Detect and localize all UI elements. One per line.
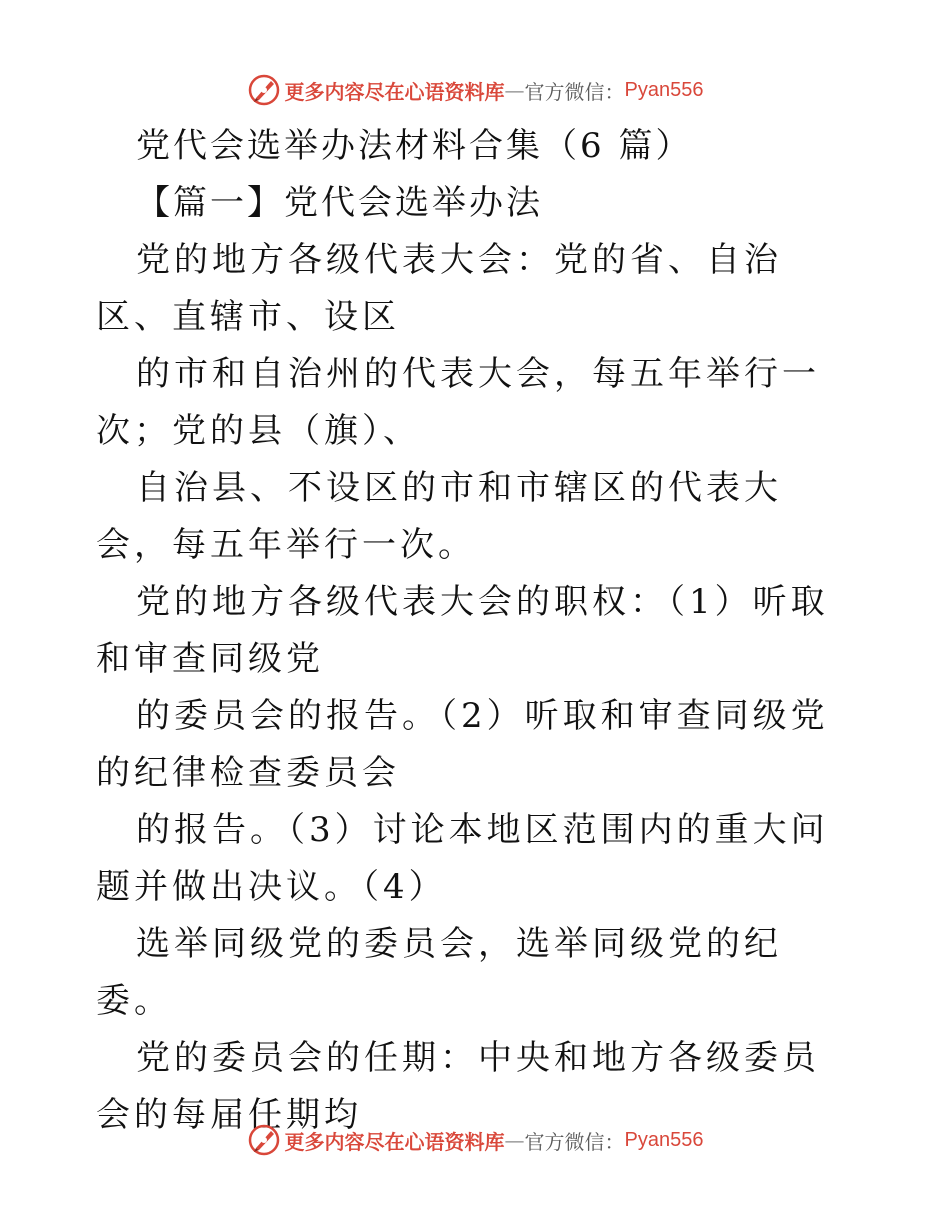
footer-banner	[0, 1120, 950, 1160]
paragraph: 的委员会的报告。（2）听取和审查同级党的纪律检查委员会	[96, 696, 829, 793]
paragraph: 的市和自治州的代表大会，每五年举行一次；党的县（旗）、	[96, 354, 820, 451]
header-banner	[0, 70, 950, 110]
paragraph: 党的地方各级代表大会的职权：（1）听取和审查同级党	[96, 582, 829, 679]
quill-pen-logo-icon	[247, 73, 281, 107]
banner-dash: —	[504, 78, 525, 102]
paragraph: 选举同级党的委员会，选举同级党的纪委。	[96, 924, 782, 1021]
banner-dash: —	[504, 1128, 525, 1152]
paragraph: 的报告。（3）讨论本地区范围内的重大问题并做出决议。（4）	[96, 810, 829, 907]
paragraph: 党的委员会的任期：中央和地方各级委员会的每届任期均	[96, 1038, 820, 1135]
document-body	[96, 118, 856, 1144]
paragraph: 自治县、不设区的市和市辖区的代表大会，每五年举行一次。	[96, 468, 782, 565]
banner-wechat-label: 官方微信：	[524, 79, 625, 104]
section-heading: 【篇一】党代会选举办法	[136, 183, 543, 223]
banner-promo-text: 更多内容尽在心语资料库	[284, 1129, 505, 1154]
banner-promo-text: 更多内容尽在心语资料库	[284, 79, 505, 104]
banner-wechat-id: Pyan556	[624, 1128, 704, 1151]
banner-wechat-label: 官方微信：	[524, 1129, 625, 1154]
quill-pen-logo-icon	[247, 1123, 281, 1157]
document-title: 党代会选举办法材料合集（6 篇）	[136, 126, 693, 166]
paragraph: 党的地方各级代表大会：党的省、自治区、直辖市、设区	[96, 240, 782, 337]
banner-wechat-id: Pyan556	[624, 78, 704, 101]
